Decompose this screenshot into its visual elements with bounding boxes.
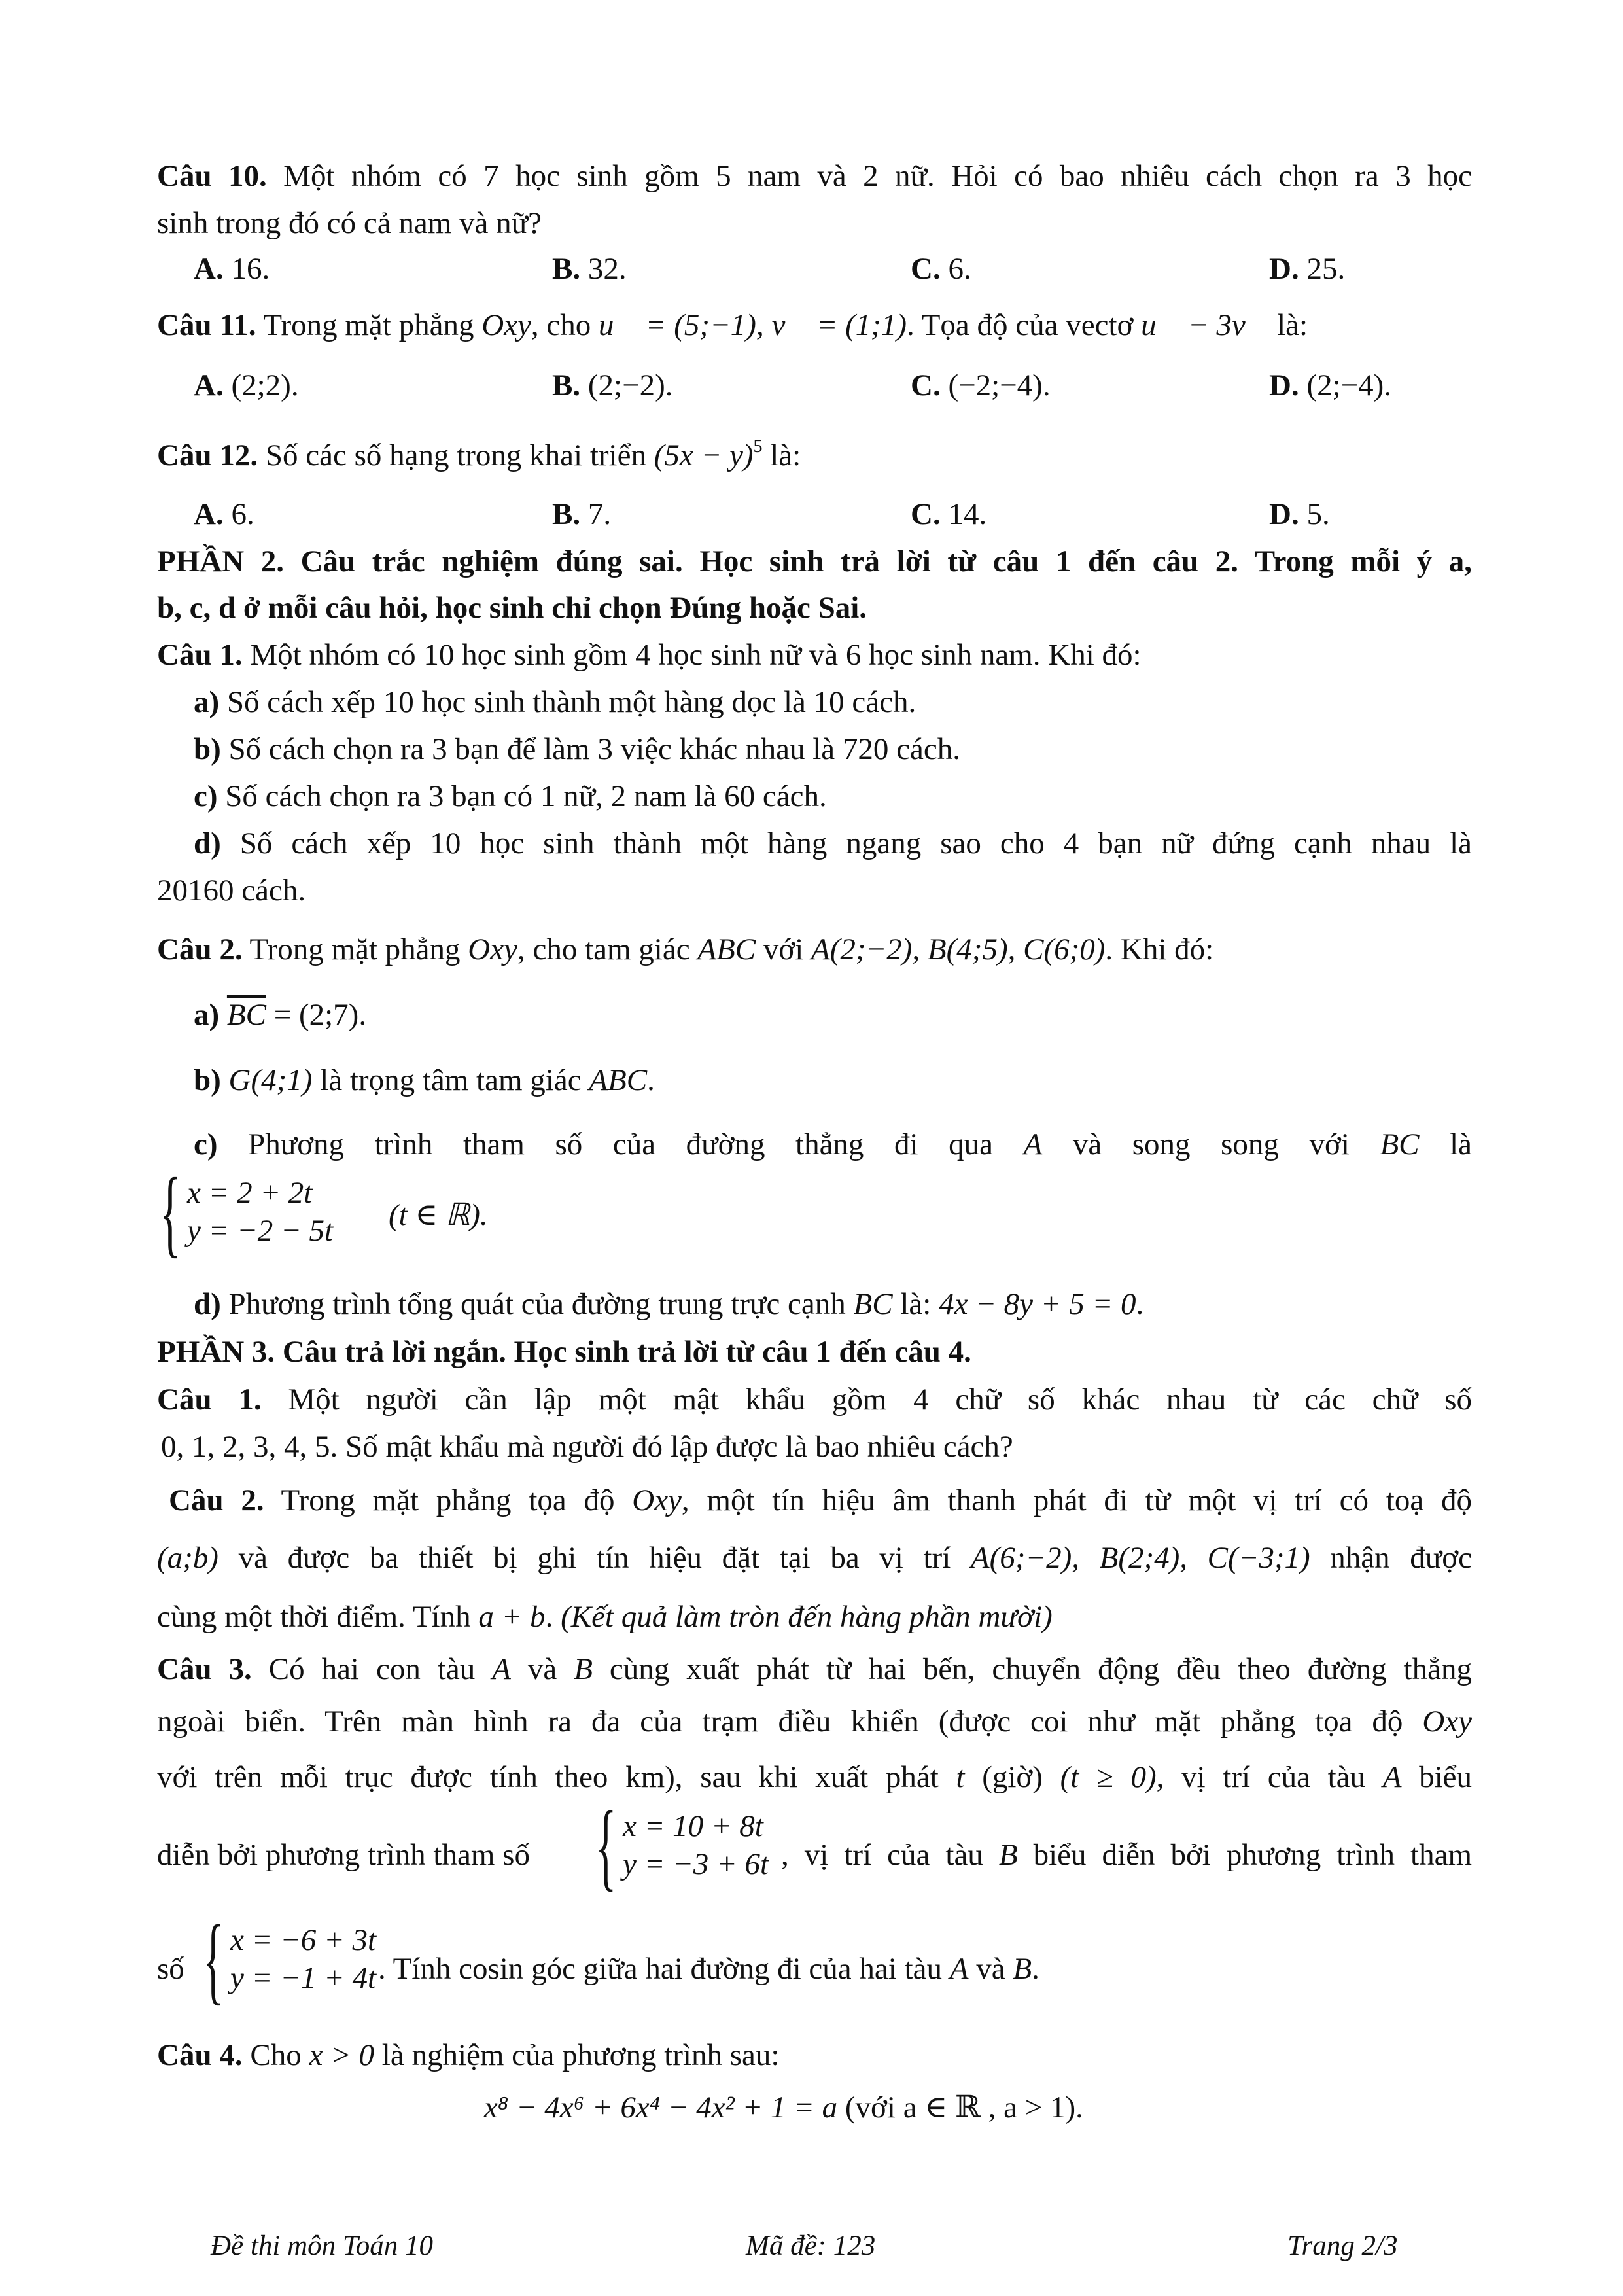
q10-option-d xyxy=(1269,249,1345,289)
option-key: D. xyxy=(1269,497,1299,531)
segment-bc: BC xyxy=(1380,1127,1420,1161)
p2-c2-text: , cho tam giác xyxy=(517,932,698,966)
p3-c3-text: với trên mỗi trục được tính theo km), sau khi xuất phát xyxy=(157,1760,956,1794)
item-key: d) xyxy=(194,1287,221,1321)
p3-c3-text: (giờ) xyxy=(964,1760,1060,1794)
item-key: b) xyxy=(194,1063,221,1097)
option-value: 5. xyxy=(1299,497,1330,531)
p3-c3-line4-right xyxy=(781,1835,1472,1875)
ship-b: B xyxy=(574,1652,593,1686)
q11-text: Trong mặt phẳng xyxy=(256,308,482,342)
p3-c2-text: , một tín hiệu âm thanh phát đi từ một vị trí có toạ độ xyxy=(681,1483,1472,1517)
option-key: C. xyxy=(911,497,941,531)
system-rows xyxy=(623,1807,769,1883)
q12-text: là: xyxy=(762,438,801,472)
system-rows xyxy=(230,1921,376,1997)
p3-c2-text: nhận được xyxy=(1310,1541,1472,1575)
p2-c2-line xyxy=(157,929,1472,970)
q11-line1 xyxy=(157,305,1472,345)
q11-options xyxy=(0,365,1623,406)
q11-option-c xyxy=(911,365,1051,406)
p2-c2-c xyxy=(194,1124,1472,1165)
p2-c1-d-cont xyxy=(157,870,1472,911)
equation-note: (với a ∈ ℝ , a > 1). xyxy=(837,2091,1083,2125)
p3-c3-text: cùng xuất phát từ hai bến, chuyển động đều theo đường thẳng xyxy=(592,1652,1472,1686)
q12-option-b xyxy=(552,494,611,535)
p3-c3-line2 xyxy=(157,1701,1472,1742)
q12-text: Số các số hạng trong khai triển xyxy=(258,438,654,472)
q10-line2 xyxy=(157,203,1472,243)
ship-b-system xyxy=(203,1905,406,2015)
p3-c3-text: và xyxy=(510,1652,574,1686)
p2-c1-d xyxy=(194,823,1472,864)
left-brace: { xyxy=(595,1792,617,1900)
option-value: 14. xyxy=(940,497,987,531)
q10-text-2: sinh trong đó có cả nam và nữ? xyxy=(157,206,542,240)
item-text: Số cách xếp 10 học sinh thành một hàng ngang sao cho 4 bạn nữ đứng cạnh nhau là xyxy=(220,826,1472,860)
p3-c4-text: là nghiệm của phương trình sau: xyxy=(374,2038,780,2072)
q11-expression: u⃗ − 3v⃗ xyxy=(1141,308,1270,342)
p2-c2-label: Câu 2. xyxy=(157,932,243,966)
system-row: y = −2 − 5t xyxy=(187,1214,334,1248)
time-variable: t xyxy=(956,1760,965,1794)
q12-option-a xyxy=(194,494,254,535)
p2-c2-text: với xyxy=(756,932,812,966)
p2-c1-text: Một nhóm có 10 học sinh gồm 4 học sinh nữ và 6 học sinh nam. Khi đó: xyxy=(242,638,1142,672)
q10-text-1: Một nhóm có 7 học sinh gồm 5 nam và 2 nữ. Hỏi có bao nhiêu cách chọn ra 3 học xyxy=(266,159,1472,193)
q11-oxy: Oxy xyxy=(481,308,531,342)
option-key: B. xyxy=(552,252,581,286)
item-text: Số cách xếp 10 học sinh thành một hàng dọc là 10 cách. xyxy=(219,685,916,719)
option-value: (2;−4). xyxy=(1299,368,1392,402)
receiver-points: A(6;−2), B(2;4), C(−3;1) xyxy=(970,1541,1310,1575)
p3-c3-text: biểu diễn bởi phương trình tham xyxy=(1017,1838,1472,1872)
q10-line1 xyxy=(157,156,1472,196)
q11-text: là: xyxy=(1269,308,1308,342)
option-value: (2;2). xyxy=(223,368,299,402)
p3-c4-line1 xyxy=(157,2035,1472,2075)
part2-heading-line2 xyxy=(157,588,1472,628)
left-brace: { xyxy=(203,1905,224,2014)
p3-c1-label: Câu 1. xyxy=(157,1383,262,1417)
item-key: c) xyxy=(194,779,218,813)
option-value: (2;−2). xyxy=(580,368,673,402)
q11-label: Câu 11. xyxy=(157,308,256,342)
left-brace: { xyxy=(160,1158,181,1267)
q11-option-a xyxy=(194,365,299,406)
q12-option-d xyxy=(1269,494,1330,535)
p3-c3-text: Có hai con tàu xyxy=(251,1652,493,1686)
p3-c3-line1 xyxy=(157,1649,1472,1689)
system-row: x = 10 + 8t xyxy=(623,1809,763,1843)
p3-c4-text: Cho xyxy=(242,2038,309,2072)
item-text: Phương trình tham số của đường thẳng đi qua xyxy=(217,1127,1024,1161)
p2-c2-b xyxy=(194,1060,1472,1101)
p3-c2-line3 xyxy=(157,1597,1472,1637)
p3-c4-equation-line xyxy=(484,2087,1335,2128)
ship-a: A xyxy=(949,1952,969,1986)
item-text: . xyxy=(1136,1287,1144,1321)
p3-c3-label: Câu 3. xyxy=(157,1652,252,1686)
q12-line1 xyxy=(157,435,1472,476)
p2-c2-d xyxy=(194,1284,1472,1324)
item-text: là trọng tâm tam giác xyxy=(312,1063,589,1097)
time-condition: (t ≥ 0) xyxy=(1060,1760,1157,1794)
p3-c2-line1 xyxy=(169,1480,1472,1521)
footer-center: Mã đề: 123 xyxy=(746,2231,876,2261)
option-value: 16. xyxy=(223,252,270,286)
system-row: y = −3 + 6t xyxy=(623,1847,769,1881)
q10-option-b xyxy=(552,249,627,289)
option-key: B. xyxy=(552,497,581,531)
item-text: = (2;7). xyxy=(266,998,367,1032)
p2-c1-line xyxy=(157,635,1472,675)
triangle-abc: ABC xyxy=(589,1063,648,1097)
q10-option-c xyxy=(911,249,971,289)
p3-c3-text: số xyxy=(157,1952,184,1986)
ship-a: A xyxy=(492,1652,511,1686)
option-value: 6. xyxy=(223,497,254,531)
p2-c1-b xyxy=(194,729,1472,769)
p3-c3-text: diễn bởi phương trình tham số xyxy=(157,1838,530,1872)
footer-right: Trang 2/3 xyxy=(1287,2231,1398,2261)
option-key: C. xyxy=(911,252,941,286)
option-key: D. xyxy=(1269,252,1299,286)
part2-heading: b, c, d ở mỗi câu hỏi, học sinh chỉ chọn Đúng hoặc Sai. xyxy=(157,591,867,625)
footer-left: Đề thi môn Toán 10 xyxy=(211,2231,434,2261)
item-text: . xyxy=(647,1063,655,1097)
option-key: C. xyxy=(911,368,941,402)
option-value: 32. xyxy=(580,252,627,286)
p3-c1-line2 xyxy=(161,1426,1476,1467)
p3-c1-line1 xyxy=(157,1379,1472,1420)
system-row: y = −1 + 4t xyxy=(230,1961,377,1995)
item-text: Số cách chọn ra 3 bạn để làm 3 việc khác nhau là 720 cách. xyxy=(220,732,960,766)
parameter-domain: (t ∈ ℝ). xyxy=(389,1198,488,1232)
p2-c2-text: Trong mặt phẳng xyxy=(242,932,468,966)
q12-binomial: (5x − y) xyxy=(654,438,754,472)
point-g: G(4;1) xyxy=(228,1063,313,1097)
q10-option-a xyxy=(194,249,270,289)
item-key: b) xyxy=(194,732,221,766)
option-key: A. xyxy=(194,252,224,286)
p3-c2-text: và được ba thiết bị ghi tín hiệu đặt tại ba vị trí xyxy=(218,1541,971,1575)
p3-c4-label: Câu 4. xyxy=(157,2038,243,2072)
q12-label: Câu 12. xyxy=(157,438,258,472)
part3-heading-text: PHẦN 3. Câu trả lời ngắn. Học sinh trả lời từ câu 1 đến câu 4. xyxy=(157,1335,971,1369)
option-value: 6. xyxy=(940,252,971,286)
part2-heading: PHẦN 2. Câu trắc nghiệm đúng sai. Học sinh trả lời từ câu 1 đến câu 2. Trong mỗi ý a, xyxy=(157,544,1472,578)
system-rows xyxy=(187,1174,333,1250)
p2-c2-points: A(2;−2), B(4;5), C(6;0) xyxy=(811,932,1106,966)
option-key: A. xyxy=(194,497,224,531)
p3-c3-line3 xyxy=(157,1757,1472,1797)
item-key: a) xyxy=(194,998,220,1032)
item-key: a) xyxy=(194,685,220,719)
p2-c2-abc: ABC xyxy=(697,932,756,966)
ship-b: B xyxy=(1013,1952,1032,1986)
p3-c2-text: cùng một thời điểm. Tính xyxy=(157,1600,479,1634)
p3-c1-text: Một người cần lập một mật khẩu gồm 4 chữ số khác nhau từ các chữ số xyxy=(261,1383,1472,1417)
p3-c3-line5-right xyxy=(378,1949,1472,1989)
item-text: và song song với xyxy=(1042,1127,1380,1161)
system-row: x = −6 + 3t xyxy=(230,1923,377,1957)
q12-exponent: 5 xyxy=(753,436,763,457)
p3-c3-text: , vị trí của tàu xyxy=(1156,1760,1383,1794)
item-text: Số cách chọn ra 3 bạn có 1 nữ, 2 nam là 60 cách. xyxy=(217,779,827,813)
q11-text: , cho xyxy=(531,308,599,342)
p3-c3-text: , vị trí của tàu xyxy=(781,1838,999,1872)
source-point: (a;b) xyxy=(157,1541,218,1575)
ship-b: B xyxy=(998,1838,1018,1872)
q11-vectors: u⃗ = (5;−1), v⃗ = (1;1) xyxy=(599,308,907,342)
rounding-note: (Kết quả làm tròn đến hàng phần mười) xyxy=(561,1600,1053,1634)
item-key: d) xyxy=(194,826,221,860)
vector-bc: $\overline{BC}$ xyxy=(226,998,266,1032)
option-value: 7. xyxy=(580,497,612,531)
q12-options xyxy=(0,494,1623,535)
q10-options xyxy=(0,249,1623,289)
line-equation: 4x − 8y + 5 = 0 xyxy=(939,1287,1136,1321)
item-text: là xyxy=(1419,1127,1473,1161)
p2-c2-a xyxy=(194,995,1472,1035)
x-condition: x > 0 xyxy=(309,2038,375,2072)
p3-c2-label: Câu 2. xyxy=(169,1483,264,1517)
segment-bc: BC xyxy=(853,1287,893,1321)
p3-c3-text: . Tính cosin góc giữa hai đường đi của hai tàu xyxy=(378,1952,950,1986)
item-text: 20160 cách. xyxy=(157,874,306,908)
option-value: 25. xyxy=(1299,252,1346,286)
option-key: A. xyxy=(194,368,224,402)
p3-c2-text: Trong mặt phẳng tọa độ xyxy=(264,1483,633,1517)
p2-c1-a xyxy=(194,682,1472,722)
item-text: là: xyxy=(892,1287,939,1321)
p3-c3-text: biểu xyxy=(1401,1760,1473,1794)
p3-c1-text: 0, 1, 2, 3, 4, 5. Số mật khẩu mà người đó lập được là bao nhiêu cách? xyxy=(161,1430,1013,1464)
item-key: c) xyxy=(194,1127,218,1161)
part3-heading xyxy=(157,1332,1472,1372)
ship-a-system xyxy=(595,1792,811,1901)
option-key: D. xyxy=(1269,368,1299,402)
part2-heading-line1 xyxy=(157,541,1472,582)
p2-c1-label: Câu 1. xyxy=(157,638,243,672)
option-value: (−2;−4). xyxy=(940,368,1051,402)
point-a: A xyxy=(1023,1127,1043,1161)
p2-c2-text: . Khi đó: xyxy=(1105,932,1214,966)
p3-c3-text: và xyxy=(968,1952,1013,1986)
p2-c1-c xyxy=(194,776,1472,817)
option-key: B. xyxy=(552,368,581,402)
p2-c2-c-system xyxy=(160,1158,552,1267)
p2-c2-oxy: Oxy xyxy=(468,932,517,966)
ship-a: A xyxy=(1382,1760,1402,1794)
q12-option-c xyxy=(911,494,986,535)
q10-label: Câu 10. xyxy=(157,159,267,193)
p3-c3-text: ngoài biển. Trên màn hình ra đa của trạm điều khiển (được coi như mặt phẳng tọa độ xyxy=(157,1704,1423,1739)
q11-option-d xyxy=(1269,365,1391,406)
polynomial-equation: x⁸ − 4x⁶ + 6x⁴ − 4x² + 1 = a xyxy=(484,2091,838,2125)
p3-c3-oxy: Oxy xyxy=(1422,1704,1472,1739)
q11-option-b xyxy=(552,365,672,406)
p3-c2-text: . xyxy=(545,1600,561,1634)
item-text: Phương trình tổng quát của đường trung trực cạnh xyxy=(220,1287,854,1321)
p3-c3-text: . xyxy=(1032,1952,1039,1986)
q11-text: . Tọa độ của vectơ xyxy=(907,308,1142,342)
p3-c2-line2 xyxy=(157,1538,1472,1578)
sum-expression: a + b xyxy=(478,1600,546,1634)
system-row: x = 2 + 2t xyxy=(187,1176,313,1210)
p3-c2-oxy: Oxy xyxy=(632,1483,682,1517)
